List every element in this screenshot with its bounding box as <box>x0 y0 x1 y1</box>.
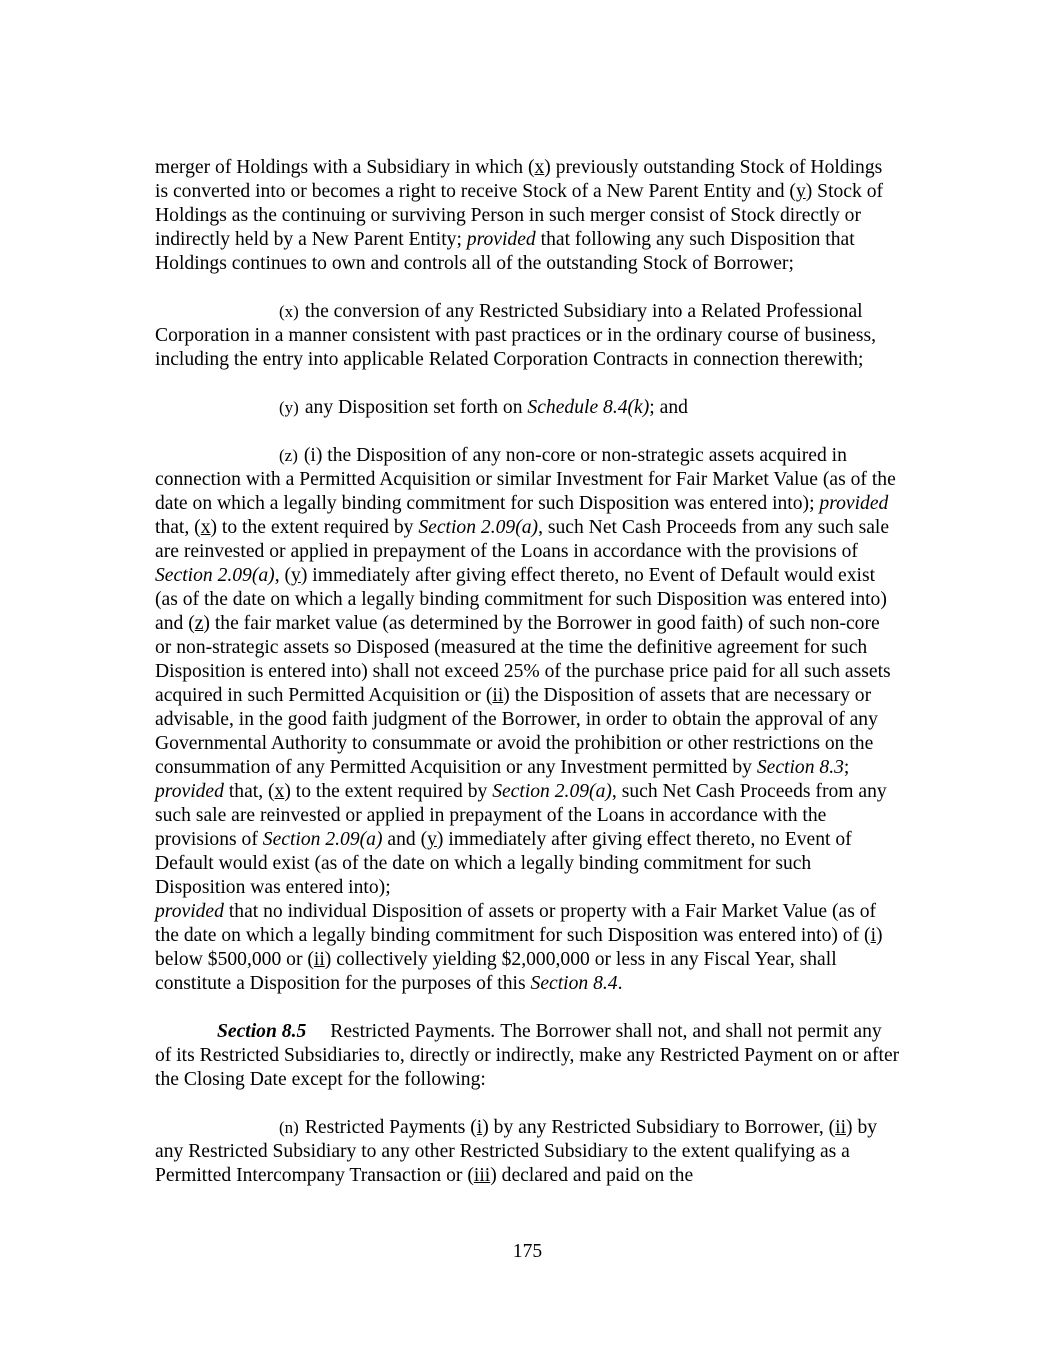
clause-marker: (x) <box>279 302 299 321</box>
section-title: Restricted Payments <box>330 1021 491 1042</box>
proviso-paragraph: provided that no individual Disposition of assets or property with a Fair Market Value (as of the date on which a legally binding commitment for such Disposition was entered into) of (i) below $500,000 or (ii) collectively yielding $2,000,000 or less in any Fiscal Year, shall constitute a Disposition for the purposes of this Section 8.4. <box>155 901 883 994</box>
clause-x: (x) the conversion of any Restricted Subsidiary into a Related Professional Corporation in a manner consistent with past practices or in the ordinary course of business, including the entry into applicable Related Corporation Contracts in connection therewith; <box>155 301 876 370</box>
clause-marker: (y) <box>279 398 299 417</box>
clause-marker: (n) <box>279 1118 299 1137</box>
clause-z: (z) (i) the Disposition of any non-core or non-strategic assets acquired in connection with a Permitted Acquisition or similar Investment for Fair Market Value (as of the date on which a legally binding commitment for such Disposition was entered into); provided that, (x) to the extent required by Section 2.09(a), such Net Cash Proceeds from any such sale are reinvested or applied in prepayment of the Loans in accordance with the provisions of Section 2.09(a), (y) immediately after giving effect thereto, no Event of Default would exist (as of the date on which a legally binding commitment for such Disposition was entered into) and (z) the fair market value (as determined by the Borrower in good faith) of such non-core or non-strategic assets so Disposed (measured at the time the definitive agreement for such Disposition is entered into) shall not exceed 25% of the purchase price paid for all such assets acquired in such Permitted Acquisition or (ii) the Disposition of assets that are necessary or advisable, in the good faith judgment of the Borrower, in order to obtain the approval of any Governmental Authority to consummate or avoid the prohibition or other restrictions on the consummation of any Permitted Acquisition or any Investment permitted by Section 8.3; provided that, (x) to the extent required by Section 2.09(a), such Net Cash Proceeds from any such sale are reinvested or applied in prepayment of the Loans in accordance with the provisions of Section 2.09(a) and (y) immediately after giving effect thereto, no Event of Default would exist (as of the date on which a legally binding commitment for such Disposition was entered into); <box>155 445 896 898</box>
clause-n: (n) Restricted Payments (i) by any Restricted Subsidiary to Borrower, (ii) by any Restricted Subsidiary to any other Restricted Subsidiary to the extent qualifying as a Permitted Intercompany Transaction or (iii) declared and paid on the <box>155 1117 878 1186</box>
page-number: 175 <box>512 1241 543 1262</box>
paragraph-merger-continuation: merger of Holdings with a Subsidiary in which (x) previously outstanding Stock of Holdings is converted into or becomes a right to receive Stock of a New Parent Entity and (y) Stock of Holdings as the continuing or surviving Person in such merger consist of Stock directly or indirectly held by a New Parent Entity; provided that following any such Disposition that Holdings continues to own and controls all of the outstanding Stock of Borrower; <box>155 157 884 274</box>
document-body <box>155 156 900 1188</box>
section-8-5-paragraph: Section 8.5 Restricted Payments. The Borrower shall not, and shall not permit any of its Restricted Subsidiaries to, directly or indirectly, make any Restricted Payment on or after the Closing Date except for the following: <box>155 1021 900 1090</box>
clause-marker: (z) <box>279 446 298 465</box>
section-number: Section 8.5 <box>217 1021 307 1042</box>
clause-y: (y) any Disposition set forth on Schedule 8.4(k); and <box>279 397 688 418</box>
